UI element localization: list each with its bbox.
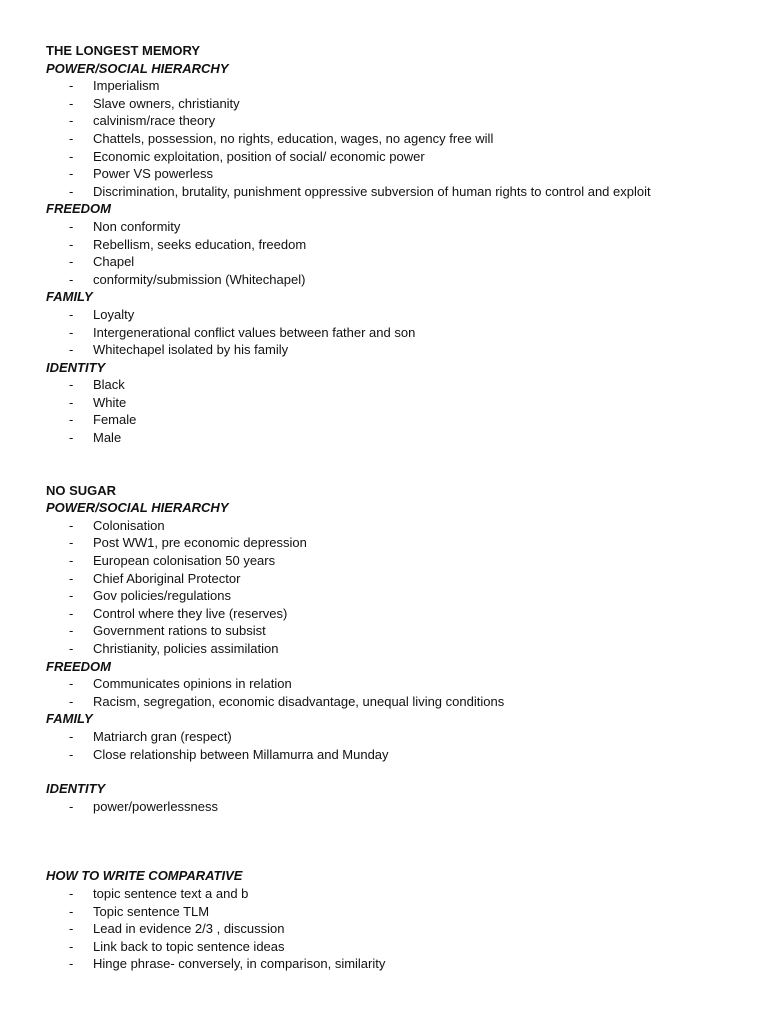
list-item-text: Loyalty: [93, 306, 135, 322]
list-item-text: Slave owners, christianity: [93, 95, 240, 111]
bullet-dash: -: [69, 218, 74, 234]
section-how-to-write-comparative: [46, 867, 748, 973]
list-item: [46, 693, 748, 711]
bullet-dash: -: [69, 166, 74, 182]
bullet-dash: -: [69, 693, 74, 709]
list-item-text: calvinism/race theory: [93, 113, 216, 129]
bullet-dash: -: [69, 605, 74, 621]
bullet-dash: -: [69, 517, 74, 533]
list-item: [46, 236, 748, 254]
subheading-family: FAMILY: [46, 289, 93, 305]
bullet-dash: -: [69, 271, 74, 287]
list-item-text: Government rations to subsist: [93, 623, 266, 639]
list-item-text: Power VS powerless: [93, 166, 213, 182]
list-item: [46, 394, 748, 412]
bullet-dash: -: [69, 342, 74, 358]
bullet-dash: -: [69, 535, 74, 551]
list-item-text: Matriarch gran (respect): [93, 728, 232, 744]
list-item-text: Gov policies/regulations: [93, 588, 232, 604]
bullet-dash: -: [69, 377, 74, 393]
bullet-dash: -: [69, 570, 74, 586]
list-item: [46, 324, 748, 342]
bullet-dash: -: [69, 938, 74, 954]
list-item-text: Female: [93, 412, 137, 428]
bullet-dash: -: [69, 306, 74, 322]
list-item: [46, 165, 748, 183]
list-item-text: Intergenerational conflict values between father and son: [93, 324, 416, 340]
list-item: [46, 587, 748, 605]
list-power: [46, 517, 748, 658]
bullet-dash: -: [69, 885, 74, 901]
bullet-dash: -: [69, 728, 74, 744]
list-item: [46, 112, 748, 130]
list-item-text: Colonisation: [93, 517, 165, 533]
bullet-dash: -: [69, 676, 74, 692]
list-item-text: Black: [93, 377, 125, 393]
subheading-identity: IDENTITY: [46, 781, 106, 797]
list-item-text: Rebellism, seeks education, freedom: [93, 236, 307, 252]
section-title: THE LONGEST MEMORY: [46, 43, 201, 58]
bullet-dash: -: [69, 148, 74, 164]
list-item: [46, 938, 748, 956]
list-family: [46, 728, 748, 763]
bullet-dash: -: [69, 798, 74, 814]
list-item: [46, 376, 748, 394]
bullet-dash: -: [69, 430, 74, 446]
list-how-to: [46, 885, 748, 973]
list-item: [46, 798, 748, 816]
subheading-family: FAMILY: [46, 711, 93, 727]
list-item-text: Communicates opinions in relation: [93, 676, 292, 692]
list-item: [46, 746, 748, 764]
list-item-text: conformity/submission (Whitechapel): [93, 271, 306, 287]
bullet-dash: -: [69, 956, 74, 972]
list-item: [46, 605, 748, 623]
list-item: [46, 183, 748, 201]
list-item: [46, 95, 748, 113]
list-item: [46, 622, 748, 640]
list-item-text: Imperialism: [93, 78, 160, 94]
list-item: [46, 77, 748, 95]
list-item: [46, 640, 748, 658]
list-item: [46, 903, 748, 921]
bullet-dash: -: [69, 394, 74, 410]
spacer: [46, 763, 748, 780]
list-item-text: Non conformity: [93, 218, 181, 234]
bullet-dash: -: [69, 95, 74, 111]
list-item: [46, 920, 748, 938]
list-identity: [46, 798, 748, 816]
list-item-text: European colonisation 50 years: [93, 553, 276, 569]
list-item-text: Male: [93, 430, 122, 446]
bullet-dash: -: [69, 78, 74, 94]
bullet-dash: -: [69, 588, 74, 604]
list-item-text: Post WW1, pre economic depression: [93, 535, 307, 551]
bullet-dash: -: [69, 113, 74, 129]
list-family: [46, 306, 748, 359]
list-item-text: Racism, segregation, economic disadvantage, unequal living conditions: [93, 693, 505, 709]
list-item: [46, 885, 748, 903]
list-item-text: Close relationship between Millamurra and Munday: [93, 746, 389, 762]
subheading-power: POWER/SOCIAL HIERARCHY: [46, 500, 229, 516]
list-item-text: Link back to topic sentence ideas: [93, 938, 285, 954]
bullet-dash: -: [69, 236, 74, 252]
list-freedom: [46, 675, 748, 710]
list-item: [46, 675, 748, 693]
bullet-dash: -: [69, 623, 74, 639]
bullet-dash: -: [69, 324, 74, 340]
list-item: [46, 728, 748, 746]
list-item: [46, 411, 748, 429]
subheading-identity: IDENTITY: [46, 359, 106, 375]
list-item: [46, 341, 748, 359]
list-item-text: topic sentence text a and b: [93, 885, 249, 901]
subheading-how-to: HOW TO WRITE COMPARATIVE: [46, 868, 243, 884]
list-item: [46, 570, 748, 588]
bullet-dash: -: [69, 903, 74, 919]
bullet-dash: -: [69, 254, 74, 270]
list-item-text: Lead in evidence 2/3 , discussion: [93, 921, 285, 937]
list-item: [46, 955, 748, 973]
list-item-text: Christianity, policies assimilation: [93, 641, 279, 656]
list-item: [46, 306, 748, 324]
list-item: [46, 271, 748, 289]
subheading-freedom: FREEDOM: [46, 201, 111, 217]
list-item: [46, 218, 748, 236]
list-item: [46, 253, 748, 271]
list-item-text: Chattels, possession, no rights, education, wages, no agency free will: [93, 130, 494, 146]
section-the-longest-memory: [46, 42, 748, 447]
list-item: [46, 148, 748, 166]
bullet-dash: -: [69, 183, 74, 199]
list-item: [46, 517, 748, 535]
bullet-dash: -: [69, 641, 74, 656]
list-item-text: power/powerlessness: [93, 798, 219, 814]
bullet-dash: -: [69, 553, 74, 569]
list-item: [46, 552, 748, 570]
list-power: [46, 77, 748, 200]
list-freedom: [46, 218, 748, 288]
bullet-dash: -: [69, 921, 74, 937]
bullet-dash: -: [69, 412, 74, 428]
list-item: [46, 429, 748, 447]
spacer: [46, 447, 748, 482]
bullet-dash: -: [69, 130, 74, 146]
section-title: NO SUGAR: [46, 482, 117, 498]
section-no-sugar: [46, 482, 748, 816]
subheading-power: POWER/SOCIAL HIERARCHY: [46, 60, 229, 76]
list-item-text: Topic sentence TLM: [93, 903, 210, 919]
subheading-freedom: FREEDOM: [46, 658, 111, 674]
list-item: [46, 130, 748, 148]
spacer: [46, 815, 748, 867]
list-item-text: Chapel: [93, 254, 135, 270]
list-item-text: Chief Aboriginal Protector: [93, 570, 241, 586]
list-item-text: Whitechapel isolated by his family: [93, 342, 289, 358]
list-item-text: White: [93, 394, 127, 410]
list-identity: [46, 376, 748, 446]
bullet-dash: -: [69, 746, 74, 762]
list-item: [46, 534, 748, 552]
list-item-text: Discrimination, brutality, punishment oppressive subversion of human rights to control and exploit: [93, 183, 651, 199]
list-item-text: Economic exploitation, position of social/ economic power: [93, 148, 425, 164]
list-item-text: Hinge phrase- conversely, in comparison, similarity: [93, 956, 386, 972]
list-item-text: Control where they live (reserves): [93, 605, 288, 621]
